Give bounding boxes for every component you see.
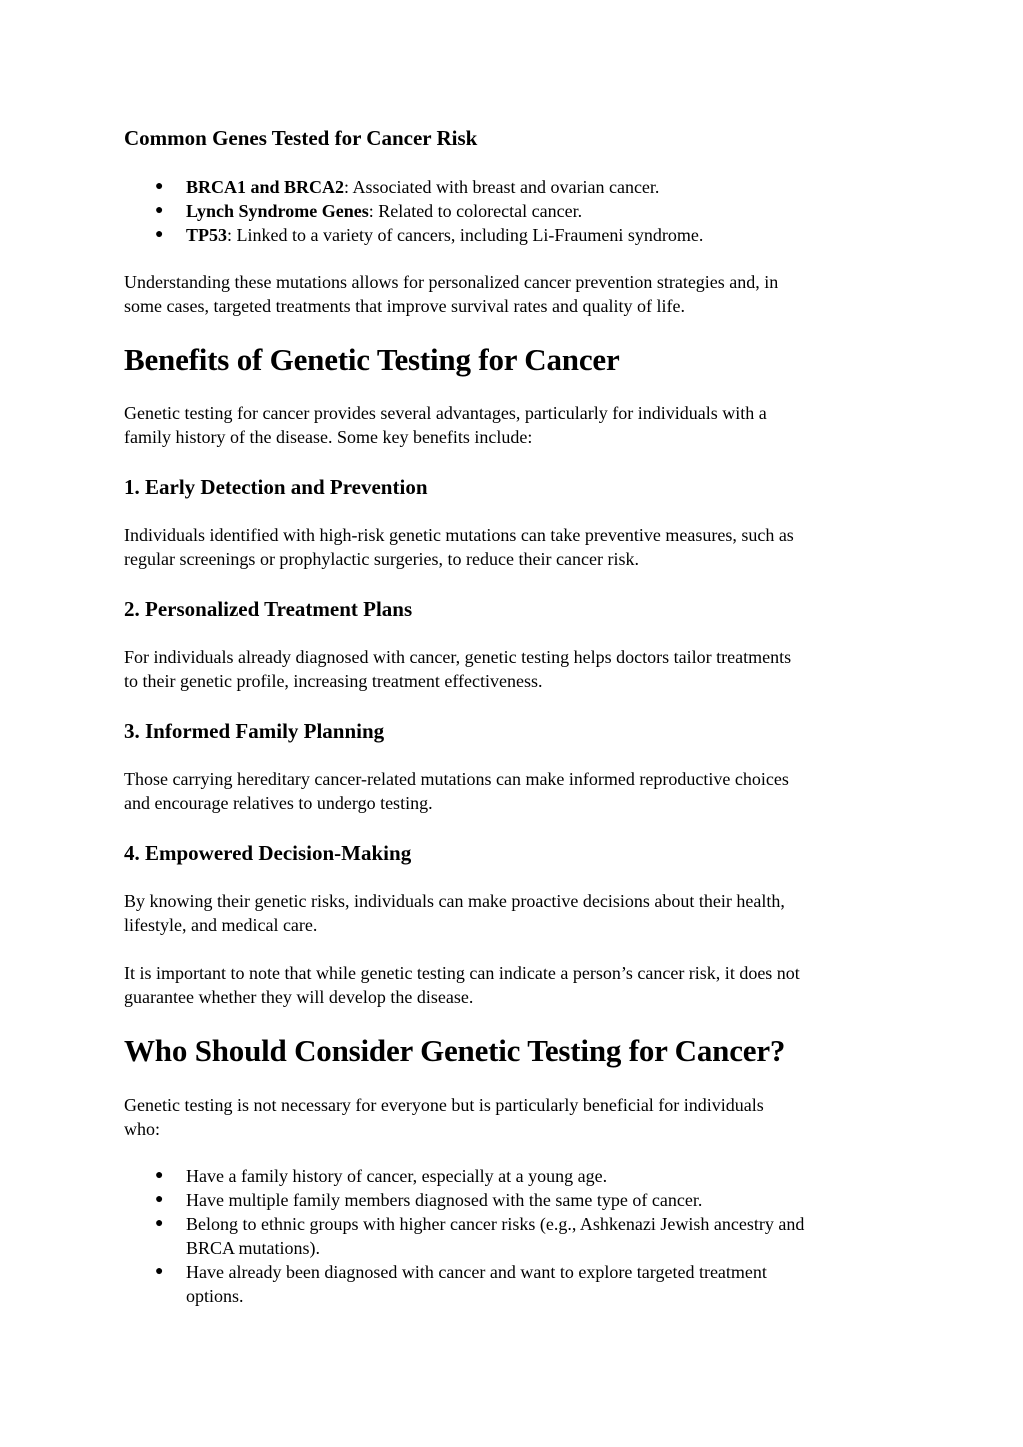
paragraph-line: and encourage relatives to undergo testing. bbox=[124, 793, 433, 813]
paragraph-line: who: bbox=[124, 1119, 160, 1139]
who-heading: Who Should Consider Genetic Testing for Cancer? bbox=[124, 1033, 786, 1068]
section-heading: 3. Informed Family Planning bbox=[124, 719, 385, 743]
gene-description: : Linked to a variety of cancers, including Li-Fraumeni syndrome. bbox=[227, 225, 704, 245]
paragraph-line: Those carrying hereditary cancer-related mutations can make informed reproductive choices bbox=[124, 769, 789, 789]
paragraph-line: to their genetic profile, increasing treatment effectiveness. bbox=[124, 671, 543, 691]
bullet: ● bbox=[155, 203, 164, 218]
genes-heading: Common Genes Tested for Cancer Risk bbox=[124, 126, 478, 150]
list-item-text: options. bbox=[186, 1286, 244, 1306]
bullet: ● bbox=[155, 227, 164, 242]
list-item-text: Have already been diagnosed with cancer and want to explore targeted treatment bbox=[186, 1262, 767, 1282]
bullet: ● bbox=[155, 1192, 164, 1207]
paragraph-line: By knowing their genetic risks, individuals can make proactive decisions about their health, bbox=[124, 891, 785, 911]
list-item-text: Belong to ethnic groups with higher cancer risks (e.g., Ashkenazi Jewish ancestry and bbox=[186, 1214, 805, 1234]
paragraph-line: guarantee whether they will develop the disease. bbox=[124, 987, 474, 1007]
gene-name: TP53 bbox=[186, 225, 228, 245]
paragraph-line: regular screenings or prophylactic surgeries, to reduce their cancer risk. bbox=[124, 549, 639, 569]
bullet: ● bbox=[155, 1168, 164, 1183]
paragraph-line: For individuals already diagnosed with cancer, genetic testing helps doctors tailor treatments bbox=[124, 647, 792, 667]
bullet: ● bbox=[155, 1264, 164, 1279]
paragraph-line: Genetic testing is not necessary for everyone but is particularly beneficial for individuals bbox=[124, 1095, 764, 1115]
list-item-text: Have a family history of cancer, especially at a young age. bbox=[186, 1166, 608, 1186]
gene-name: Lynch Syndrome Genes bbox=[186, 201, 369, 221]
paragraph-line: lifestyle, and medical care. bbox=[124, 915, 318, 935]
section-heading: 1. Early Detection and Prevention bbox=[124, 475, 428, 499]
list-item-text: Have multiple family members diagnosed with the same type of cancer. bbox=[186, 1190, 703, 1210]
gene-name: BRCA1 and BRCA2 bbox=[186, 177, 345, 197]
paragraph-line: some cases, targeted treatments that improve survival rates and quality of life. bbox=[124, 296, 685, 316]
gene-description: : Related to colorectal cancer. bbox=[368, 201, 583, 221]
section-heading: 2. Personalized Treatment Plans bbox=[124, 597, 413, 621]
bullet: ● bbox=[155, 1216, 164, 1231]
gene-description: : Associated with breast and ovarian cancer. bbox=[344, 177, 660, 197]
paragraph-line: Individuals identified with high-risk genetic mutations can take preventive measures, such as bbox=[124, 525, 794, 545]
paragraph-line: Understanding these mutations allows for personalized cancer prevention strategies and, in bbox=[124, 272, 779, 292]
bullet: ● bbox=[155, 179, 164, 194]
list-item-text: BRCA mutations). bbox=[186, 1238, 321, 1258]
benefits-heading: Benefits of Genetic Testing for Cancer bbox=[124, 342, 620, 377]
section-heading: 4. Empowered Decision-Making bbox=[124, 841, 412, 865]
paragraph-line: family history of the disease. Some key benefits include: bbox=[124, 427, 533, 447]
paragraph-line: It is important to note that while genetic testing can indicate a person’s cancer risk, it does not bbox=[124, 963, 800, 983]
paragraph-line: Genetic testing for cancer provides several advantages, particularly for individuals with a bbox=[124, 403, 767, 423]
